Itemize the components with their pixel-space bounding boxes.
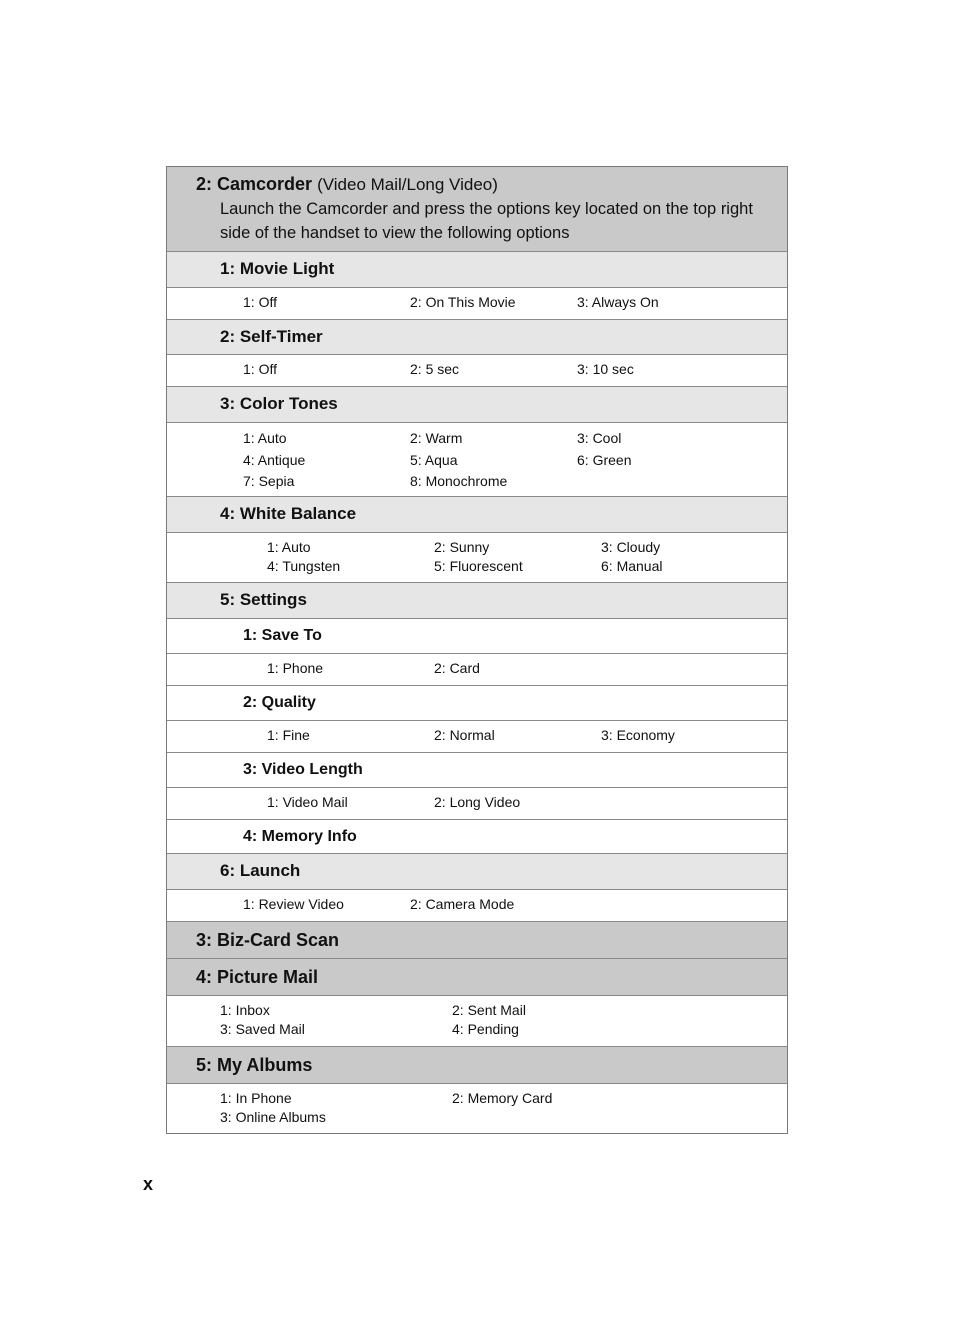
option-item: 1: Auto <box>267 539 311 555</box>
option-item: 3: Cool <box>577 430 622 446</box>
camcorder-description-line-2: side of the handset to view the following options <box>220 224 570 242</box>
movie-light-heading: 1: Movie Light <box>167 252 787 288</box>
option-item: 6: Manual <box>601 558 663 574</box>
color-tones-options <box>167 423 787 497</box>
option-item: 1: Auto <box>243 430 287 446</box>
option-item: 1: Off <box>243 361 277 377</box>
color-tones-heading: 3: Color Tones <box>167 387 787 423</box>
camcorder-title: 2: Camcorder <box>196 174 313 194</box>
save-to-options <box>167 654 787 686</box>
option-item: 8: Monochrome <box>410 473 508 489</box>
option-item: 2: Card <box>434 660 480 676</box>
white-balance-heading: 4: White Balance <box>167 497 787 533</box>
launch-options <box>167 890 787 922</box>
quality-options <box>167 721 787 753</box>
memory-info-heading: 4: Memory Info <box>167 820 787 854</box>
option-item: 5: Fluorescent <box>434 558 523 574</box>
option-item: 1: Inbox <box>220 1002 270 1018</box>
option-item: 2: Sunny <box>434 539 490 555</box>
option-item: 1: In Phone <box>220 1090 292 1106</box>
option-item: 3: Online Albums <box>220 1109 326 1125</box>
option-item: 4: Tungsten <box>267 558 341 574</box>
option-item: 2: Normal <box>434 727 495 743</box>
my-albums-heading: 5: My Albums <box>167 1047 787 1084</box>
video-length-heading: 3: Video Length <box>167 753 787 788</box>
picture-mail-options <box>167 996 787 1047</box>
picture-mail-heading: 4: Picture Mail <box>167 959 787 996</box>
option-item: 2: On This Movie <box>410 294 516 310</box>
option-item: 2: Camera Mode <box>410 896 515 912</box>
option-item: 7: Sepia <box>243 473 295 489</box>
option-item: 2: 5 sec <box>410 361 460 377</box>
option-item: 2: Sent Mail <box>452 1002 526 1018</box>
option-item: 3: 10 sec <box>577 361 634 377</box>
video-length-options <box>167 788 787 820</box>
save-to-heading: 1: Save To <box>167 619 787 654</box>
option-item: 1: Fine <box>267 727 310 743</box>
option-item: 2: Memory Card <box>452 1090 553 1106</box>
option-item: 3: Always On <box>577 294 659 310</box>
option-item: 1: Review Video <box>243 896 344 912</box>
option-item: 3: Saved Mail <box>220 1021 305 1037</box>
option-item: 3: Cloudy <box>601 539 661 555</box>
option-item: 2: Long Video <box>434 794 521 810</box>
white-balance-options <box>167 533 787 583</box>
option-item: 5: Aqua <box>410 451 458 468</box>
option-item: 4: Pending <box>452 1021 519 1037</box>
movie-light-options <box>167 288 787 320</box>
option-item: 1: Phone <box>267 660 324 676</box>
biz-card-scan-heading: 3: Biz-Card Scan <box>167 922 787 959</box>
option-item: 1: Off <box>243 294 277 310</box>
camcorder-header <box>167 167 787 252</box>
camcorder-description-line-1: Launch the Camcorder and press the options key located on the top right <box>220 200 753 218</box>
option-item: 3: Economy <box>601 727 675 743</box>
my-albums-options <box>167 1084 787 1133</box>
option-item: 6: Green <box>577 451 632 468</box>
launch-heading: 6: Launch <box>167 854 787 890</box>
settings-heading: 5: Settings <box>167 583 787 619</box>
page-number: x <box>143 1174 154 1194</box>
option-item: 1: Video Mail <box>267 794 348 810</box>
option-item: 4: Antique <box>243 451 306 468</box>
menu-table <box>166 166 788 1134</box>
quality-heading: 2: Quality <box>167 686 787 721</box>
option-item: 2: Warm <box>410 430 463 446</box>
camcorder-subtitle: (Video Mail/Long Video) <box>317 175 498 194</box>
self-timer-options <box>167 355 787 387</box>
self-timer-heading: 2: Self-Timer <box>167 320 787 355</box>
